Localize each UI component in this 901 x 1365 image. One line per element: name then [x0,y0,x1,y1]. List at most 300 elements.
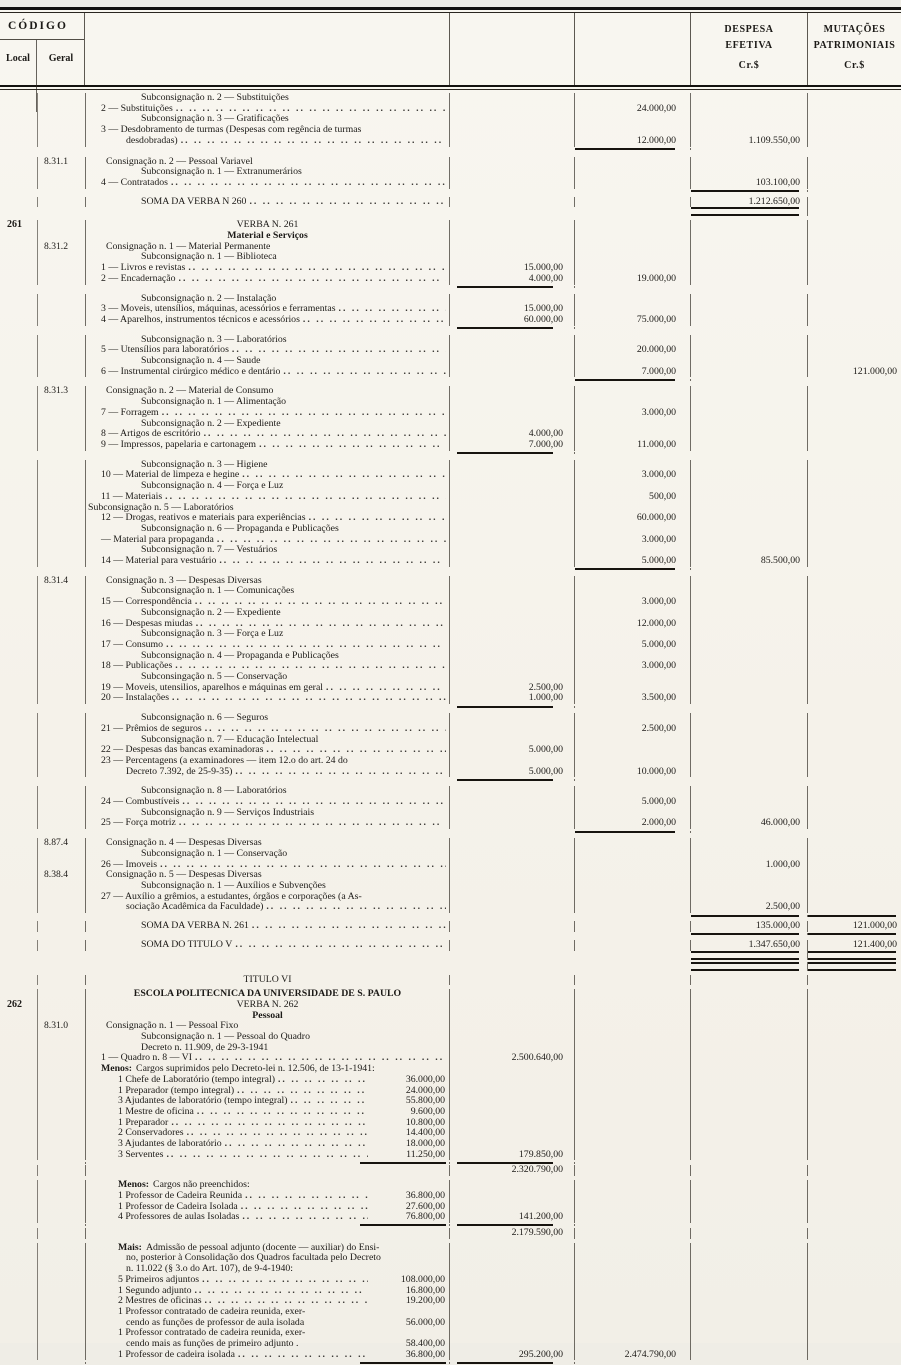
cell-local-code [0,440,37,451]
cell-geral-code [37,586,85,597]
cell-subtotal-amount [575,1107,691,1118]
row-label: 26 — Imoveis [101,859,158,870]
cell-mutacoes-amount [808,1032,901,1043]
row-label: 11 — Materiais [101,491,163,502]
cell-description [85,1032,450,1043]
cell-subtotal-amount [575,576,691,587]
table-row [0,1228,901,1239]
cell-detail-amount [450,220,575,231]
inline-amount: 55.800,00 [405,1096,445,1107]
cell-mutacoes-amount [808,252,901,263]
cell-local-code [0,386,37,397]
cell-despesa-amount [691,597,808,608]
table-row [0,597,901,608]
cell-local-code [0,892,37,903]
cell-description [85,1264,450,1275]
inline-amount: 11.250,00 [406,1149,445,1160]
row-label: 3 Ajudantes de laboratório [118,1139,222,1150]
cell-subtotal-amount: 11.000,00 [575,440,691,451]
cell-despesa-amount [691,274,808,285]
table-row [0,640,901,651]
cell-mutacoes-amount [808,93,901,104]
table-row [0,274,901,285]
cell-subtotal-amount [575,940,691,951]
cell-despesa-amount [691,1064,808,1075]
cell-description [85,786,450,797]
cell-geral-code [37,178,85,189]
dot-leaders [266,902,446,913]
table-row [0,356,901,367]
table-row [0,797,901,808]
cell-detail-amount: 5.000,00 [450,767,575,778]
cell-despesa-amount [691,1011,808,1022]
cell-geral-code [37,940,85,951]
cell-local-code [0,356,37,367]
inline-amount: 36.000,00 [405,1074,445,1085]
cell-description [85,767,450,778]
cell-description [85,619,450,630]
row-label: 10 — Material de limpeza e hegine [101,470,240,481]
cell-description [85,1328,450,1339]
cell-geral-code [37,429,85,440]
cell-description [85,1011,450,1022]
cell-detail-amount [450,989,575,1000]
cell-mutacoes-amount [808,586,901,597]
cell-description [85,902,450,913]
cell-local-code [0,1228,37,1239]
cell-local-code [0,1202,37,1213]
cell-description [85,440,450,451]
row-label: Consignação n. 3 — Despesas Diversas [106,575,262,586]
row-label: 21 — Prêmios de seguros [101,723,202,734]
cell-mutacoes-amount [808,1139,901,1150]
cell-detail-amount [450,1275,575,1286]
table-row [0,535,901,546]
cell-local-code [0,1264,37,1275]
inline-amount: 9.600,00 [410,1106,445,1117]
cell-subtotal-amount: 5.000,00 [575,640,691,651]
cell-local-code [0,294,37,305]
cell-description [85,713,450,724]
row-label: Subconsignação n. 1 — Biblioteca [141,252,277,263]
row-label: Decreto n. 11.909, de 29-3-1941 [141,1042,269,1053]
cell-detail-amount [450,1011,575,1022]
despesa-currency-label: Cr.$ [738,60,760,71]
cell-description [85,1307,450,1318]
cell-subtotal-amount [575,294,691,305]
cell-subtotal-amount [575,1202,691,1213]
cell-mutacoes-amount [808,545,901,556]
cell-local-code: 262 [7,998,22,1010]
cell-description [85,1191,450,1202]
cell-detail-amount: 1.000,00 [450,693,575,704]
total-rule [691,951,799,960]
cell-despesa-amount [691,786,808,797]
cell-mutacoes-amount [808,524,901,535]
row-label: Subconsignação n. 3 — Laboratórios [141,334,287,345]
cell-local-code [0,724,37,735]
cell-local-code [0,157,37,168]
dot-leaders [188,263,446,274]
cell-mutacoes-amount [808,513,901,524]
cell-description [85,724,450,735]
table-row [0,683,901,694]
cell-subtotal-amount [575,1253,691,1264]
cell-local-code [0,1350,37,1361]
row-label: Consignação n. 2 — Pessoal Variavel [106,156,253,167]
row-label: Subconsignação n. 6 — Propaganda e Publicações [141,523,339,534]
cell-despesa-amount [691,513,808,524]
dot-leaders [238,1350,368,1361]
cell-despesa-amount: 1.000,00 [691,860,808,871]
cell-mutacoes-amount [808,951,901,960]
cell-detail-amount [450,503,575,514]
cell-mutacoes-amount [808,263,901,274]
table-row [0,672,901,683]
cell-subtotal-amount: 7.000,00 [575,367,691,378]
cell-mutacoes-amount: 121.000,00 [852,365,897,377]
cell-mutacoes-amount [808,197,901,208]
cell-mutacoes-amount [808,881,901,892]
cell-description [85,1000,450,1011]
header-detail-column-cell [450,13,575,85]
cell-despesa-amount [691,492,808,503]
table-row [0,408,901,419]
cell-description [85,870,450,881]
table-row [0,786,901,797]
cell-local-code [0,1307,37,1318]
dot-leaders [217,535,446,546]
cell-geral-code [37,1253,85,1264]
cell-subtotal-amount: 3.000,00 [575,661,691,672]
cell-mutacoes-amount [808,1075,901,1086]
cell-geral-code [37,818,85,829]
cell-description [85,513,450,524]
cell-description [85,556,450,567]
row-label: 1 Segundo adjunto [118,1285,192,1296]
table-header [0,13,901,85]
cell-description [85,125,450,136]
cell-geral-code [37,1086,85,1097]
cell-despesa-amount [691,1212,808,1223]
dot-leaders [232,345,446,356]
cell-local-code [0,1286,37,1297]
cell-geral-code [37,397,85,408]
row-label: 20 — Instalações [101,693,170,704]
cell-description [85,881,450,892]
cell-despesa-amount [691,1264,808,1275]
row-label: cendo mais as funções de primeiro adjunto . [126,1339,299,1350]
cell-subtotal-amount [575,1096,691,1107]
cell-despesa-amount [691,481,808,492]
cell-local-code [0,786,37,797]
cell-local-code [0,345,37,356]
cell-geral-code [37,1064,85,1075]
table-row [0,1212,901,1223]
cell-despesa-amount [691,114,808,125]
cell-despesa-amount [691,1286,808,1297]
cell-subtotal-amount [575,1075,691,1086]
cell-despesa-amount [691,735,808,746]
cell-mutacoes-amount [808,231,901,242]
cell-description [85,178,450,189]
cell-description [85,672,450,683]
cell-mutacoes-amount [808,104,901,115]
cell-local-code [0,608,37,619]
cell-despesa-amount [691,242,808,253]
cell-subtotal-amount: 12.000,00 [575,619,691,630]
cell-local-code [0,492,37,503]
table-row [0,1253,901,1264]
table-row [0,586,901,597]
cell-mutacoes-amount [808,902,901,913]
cell-despesa-amount [691,586,808,597]
cell-subtotal-amount: 5.000,00 [575,797,691,808]
cell-despesa-amount [691,524,808,535]
cell-detail-amount [450,1118,575,1129]
total-rule [691,915,799,917]
cell-mutacoes-amount [808,178,901,189]
cell-mutacoes-amount [808,735,901,746]
dot-leaders [242,1212,368,1223]
dot-leaders [205,1296,368,1307]
cell-detail-amount [450,1264,575,1275]
cell-geral-code [37,220,85,231]
cell-mutacoes-amount [808,397,901,408]
cell-despesa-amount [691,1296,808,1307]
cell-local-code [0,1165,37,1176]
cell-detail-amount [450,114,575,125]
cell-detail-amount [450,397,575,408]
cell-description [85,849,450,860]
table-row [0,470,901,481]
cell-detail-amount: 60.000,00 [450,315,575,326]
row-label: no, posterior à Consolidação dos Quadros facultada pelo Decreto [126,1253,381,1264]
cell-mutacoes-amount [808,797,901,808]
cell-description [85,419,450,430]
cell-geral-code: 8.87.4 [37,838,85,849]
dot-leaders [165,492,446,503]
cell-geral-code [37,513,85,524]
rule-row [0,962,901,971]
cell-local-code [0,252,37,263]
cell-local-code: 261 [7,219,22,231]
cell-geral-code [37,1318,85,1329]
cell-detail-amount [450,367,575,378]
table-row [0,524,901,535]
table-row [0,460,901,471]
row-label: 1 Chefe de Laboratório (tempo integral) [118,1074,275,1085]
cell-despesa-amount [691,1096,808,1107]
cell-detail-amount [450,1286,575,1297]
cell-mutacoes-amount [808,242,901,253]
cell-geral-code [37,1191,85,1202]
dot-leaders [172,693,446,704]
row-label: 15 — Correspondência [101,597,192,608]
cell-despesa-amount [691,1107,808,1118]
cell-detail-amount [450,818,575,829]
cell-geral-code [37,1107,85,1118]
row-label: 2 Mestres de oficinas [118,1296,202,1307]
cell-mutacoes-amount [808,1243,901,1254]
row-label: Subconsignação n. 8 — Laboratórios [141,786,287,797]
cell-subtotal-amount: 5.000,00 [575,556,691,567]
cell-mutacoes-amount [808,386,901,397]
cell-mutacoes-amount [808,640,901,651]
row-label: 1 Preparador (tempo integral) [118,1085,235,1096]
total-rule [808,951,896,960]
cell-local-code [0,397,37,408]
row-label: 24 — Combustíveis [101,797,180,808]
cell-detail-amount [450,1296,575,1307]
cell-mutacoes-amount: 121.400,00 [852,938,897,950]
table-row [0,231,901,242]
cell-despesa-amount: 1.212.650,00 [691,197,808,208]
cell-despesa-amount [691,1243,808,1254]
cell-mutacoes-amount [808,989,901,1000]
cell-subtotal-amount: 3.000,00 [575,408,691,419]
dot-leaders [309,513,446,524]
cell-mutacoes-amount [808,1350,901,1361]
cell-mutacoes-amount [808,756,901,767]
cell-detail-amount [450,881,575,892]
table-row [0,921,901,932]
cell-geral-code: 8.31.0 [37,1021,85,1032]
inline-amount: 10.800,00 [405,1117,445,1128]
row-label: 5 — Utensílios para laboratórios [101,345,229,356]
cell-mutacoes-amount [808,1128,901,1139]
cell-subtotal-amount [575,745,691,756]
cell-geral-code [37,1328,85,1339]
cell-local-code [0,1075,37,1086]
table-row [0,1107,901,1118]
table-row [0,693,901,704]
cell-detail-amount [450,651,575,662]
table-row [0,315,901,326]
cell-subtotal-amount [575,220,691,231]
cell-subtotal-amount: 500,00 [575,492,691,503]
cell-geral-code [37,1212,85,1223]
cell-geral-code [37,902,85,913]
row-label: Subconsignação n. 7 — Vestuários [141,545,278,556]
cell-local-code [0,419,37,430]
cell-mutacoes-amount [808,576,901,587]
despesa-label-line1: DESPESA [724,24,774,35]
cell-geral-code [37,989,85,1000]
cell-despesa-amount [691,397,808,408]
table-row [0,220,901,231]
cell-mutacoes-amount [808,503,901,514]
total-rule [691,933,799,935]
cell-subtotal-amount [575,1228,691,1239]
cell-geral-code [37,797,85,808]
row-label: 1 Mestre de oficina [118,1106,194,1117]
cell-subtotal-amount: 10.000,00 [575,767,691,778]
cell-subtotal-amount [575,1043,691,1054]
cell-despesa-amount [691,745,808,756]
row-label: Subconsignação n. 2 — Substituições [141,93,289,103]
cell-description [85,629,450,640]
header-despesa-cell [691,13,808,85]
cell-despesa-amount [691,231,808,242]
cell-local-code [0,1180,37,1191]
cell-subtotal-amount: 19.000,00 [575,274,691,285]
table-row [0,294,901,305]
dot-leaders [195,1053,446,1064]
total-rule [691,962,799,971]
row-label: 6 — Instrumental cirúrgico médico e dentário [101,366,281,377]
cell-detail-amount: 295.200,00 [450,1350,575,1361]
cell-subtotal-amount [575,1128,691,1139]
cell-mutacoes-amount [808,597,901,608]
table-row [0,1032,901,1043]
cell-local-code [0,1296,37,1307]
cell-despesa-amount [691,345,808,356]
cell-despesa-amount [691,315,808,326]
cell-mutacoes-amount [808,1000,901,1011]
cell-mutacoes-amount [808,713,901,724]
row-label: 1 Professor contratado de cadeira reunida, exer- [118,1306,306,1317]
cell-local-code [0,576,37,587]
total-rule-inline [360,1362,446,1364]
dot-leaders [171,1118,368,1129]
row-label: Subconsignação n. 3 — Gratificações [141,114,289,125]
table-row [0,367,901,378]
cell-mutacoes-amount [808,1180,901,1191]
cell-subtotal-amount [575,379,691,381]
cell-detail-amount [450,535,575,546]
cell-local-code [0,408,37,419]
cell-detail-amount [450,93,575,104]
table-row [0,1150,901,1161]
row-label: 25 — Força motriz [101,818,176,829]
table-row [0,902,901,913]
cell-geral-code [37,167,85,178]
cell-local-code [0,713,37,724]
cell-detail-amount [450,786,575,797]
cell-geral-code [37,335,85,346]
cell-subtotal-amount: 2.000,00 [575,818,691,829]
cell-detail-amount: 7.000,00 [450,440,575,451]
cell-mutacoes-amount [808,661,901,672]
row-label: 1 Professor de Cadeira Isolada [118,1201,238,1212]
cell-local-code [0,545,37,556]
row-label: 19 — Moveis, utensilios, aparelhos e máquinas em geral [101,682,324,693]
total-rule [808,962,896,971]
cell-local-code [0,1191,37,1202]
cell-local-code [0,1011,37,1022]
cell-geral-code [37,1075,85,1086]
table-row [0,440,901,451]
cell-mutacoes-amount [808,1011,901,1022]
cell-local-code [0,242,37,253]
table-row [0,419,901,430]
total-rule [808,933,896,935]
table-row [0,178,901,189]
cell-description [85,693,450,704]
table-row [0,345,901,356]
cell-subtotal-amount [575,524,691,535]
table-row [0,1053,901,1064]
cell-description [85,661,450,672]
cell-detail-amount [450,779,575,781]
cell-geral-code [37,661,85,672]
row-label: Decreto 7.392, de 25-9-35) [126,766,233,777]
table-row [0,1075,901,1086]
cell-detail-amount [450,286,575,288]
dot-leaders [202,1275,368,1286]
cell-geral-code [37,263,85,274]
